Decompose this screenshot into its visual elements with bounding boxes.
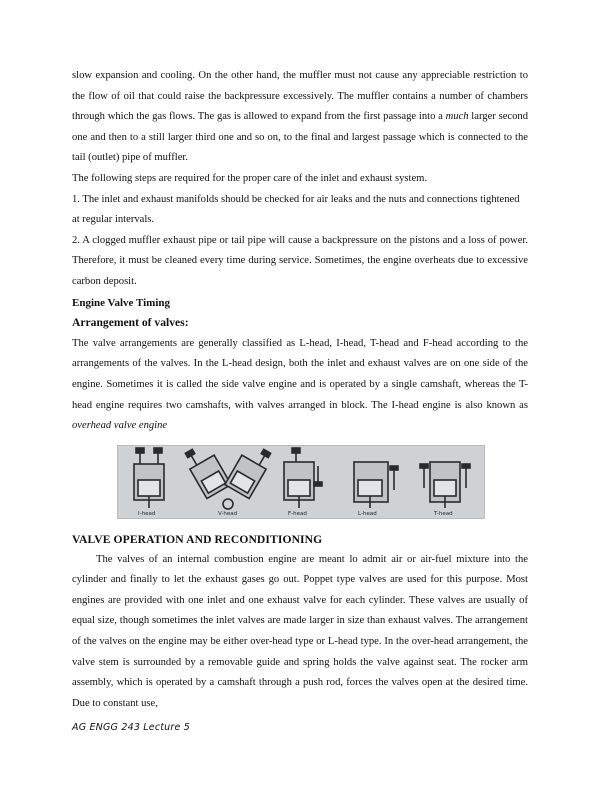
figure-label-i-head: I-head [138, 510, 156, 517]
paragraph-muffler [72, 66, 528, 169]
emphasis-overhead-valve-engine: overhead valve engine [72, 420, 168, 432]
paragraph-steps-intro: The following steps are required for the proper care of the inlet and exhaust system. [72, 172, 428, 184]
valve-arrangement-figure [117, 445, 485, 519]
page-footer: AG ENGG 243 Lecture 5 [72, 722, 191, 733]
heading-valve-operation: VALVE OPERATION AND RECONDITIONING [72, 532, 323, 546]
paragraph-muffler-rest: larger second one and then to a still larger third one and so on, to the final and largest passage which is connected to the tail (outlet) pipe of muffler. [72, 111, 528, 164]
figure-label-l-head: L-head [358, 510, 377, 517]
heading-arrangement-of-valves: Arrangement of valves: [72, 316, 189, 330]
figure-label-t-head: T-head [434, 510, 453, 517]
figure-label-v-head: V-head [218, 510, 238, 517]
paragraph-valve-operation: The valves of an internal combustion engine are meant lo admit air or air-fuel mixture into the cylinder and finally to let the exhaust gases go out. Poppet type valves are used for this purpose. Most engines are provided with one inlet and one exhaust valve for each cylinder. These valves are usually of equal size, though sometimes the inlet valves are made larger in size than exhaust valves. The arrangement of the valves on the engine may be either over-head type or L-head type. In the over-head arrangement, the valve stem is surrounded by a removable guide and spring holds the valve against seat. The rocker arm assembly, which is operated by a camshaft through a push rod, forces the valves open at the desired time. Due to constant use, [72, 553, 528, 709]
paragraph-step-2: 2. A clogged muffler exhaust pipe or tail pipe will cause a backpressure on the pistons and a loss of power. Therefore, it must be cleaned every time during service. Sometimes, the engine overheats due to excessive carbon deposit. [72, 234, 528, 287]
emphasis-much: much [445, 111, 469, 123]
paragraph-valve-arrangements-text: The valve arrangements are generally classified as L-head, I-head, T-head and F-head according to the arrangements of the valves. In the L-head design, both the inlet and exhaust valves are on one side of the engine. Sometimes it is called the side valve engine and is operated by a single camshaft, whereas the T-head engine requires two camshafts, with valves arranged in block. The I-head engine is also known as [72, 337, 528, 411]
paragraph-valve-arrangements [72, 334, 528, 437]
document-page [72, 66, 528, 714]
paragraph-muffler-text: slow expansion and cooling. On the other hand, the muffler must not cause any appreciable restriction to the flow of oil that could raise the backpressure excessively. The muffler contains a number of chambers through which the gas flows. The gas is allowed to expand from the first passage into a [72, 70, 528, 123]
figure-label-f-head: F-head [288, 510, 307, 517]
heading-engine-valve-timing: Engine Valve Timing [72, 296, 171, 309]
paragraph-step-1: 1. The inlet and exhaust manifolds should be checked for air leaks and the nuts and connections tightened at regular intervals. [72, 193, 520, 226]
